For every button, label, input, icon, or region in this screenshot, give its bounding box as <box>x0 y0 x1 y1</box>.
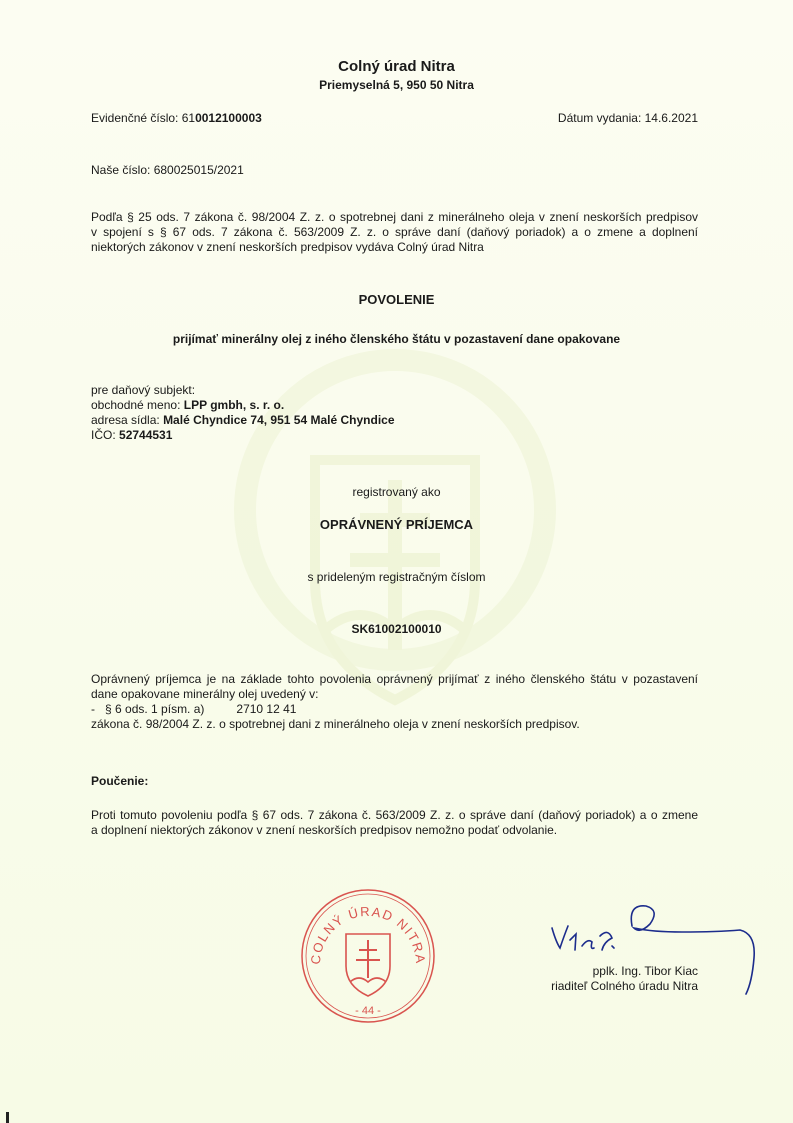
evidence-number <box>91 111 262 125</box>
intro-line: niektorých zákonov v znení neskorších predpisov vydáva Colný úrad Nitra <box>91 240 484 254</box>
signatory-name: pplk. Ing. Tibor Kiac <box>592 964 698 978</box>
stamp-number: - 44 - <box>355 1005 381 1017</box>
body-line: dane opakovane minerálny olej uvedený v: <box>91 687 319 701</box>
intro-paragraph <box>91 210 698 255</box>
subject-name-label: obchodné meno: <box>91 398 181 412</box>
subject-ico: 52744531 <box>119 428 173 442</box>
body-line: zákona č. 98/2004 Z. z. o spotrebnej dani z minerálneho oleja v znení neskorších predpisov. <box>91 717 580 731</box>
registration-number-text: s prideleným registračným číslom <box>307 570 486 584</box>
evidence-number-value: 0012100003 <box>195 111 262 125</box>
item-prefix: - <box>91 702 95 716</box>
scan-edge-mark <box>6 1112 9 1123</box>
office-name: Colný úrad Nitra <box>338 58 455 75</box>
body-item <box>91 702 698 717</box>
issue-date: Dátum vydania: 14.6.2021 <box>557 111 698 125</box>
official-stamp <box>298 886 438 1026</box>
stamp-text: COLNÝ ÚRAD NITRA <box>307 903 429 966</box>
subject-ico-label: IČO: <box>91 428 116 442</box>
subject-address: Malé Chyndice 74, 951 54 Malé Chyndice <box>163 413 395 427</box>
notice-paragraph <box>91 808 698 838</box>
office-address: Priemyselná 5, 950 50 Nitra <box>319 78 474 92</box>
signature-initials <box>552 926 614 950</box>
intro-line: v spojení s § 67 ods. 7 zákona č. 563/2009 Z. z. o správe daní (daňový poriadok) a o zmene a doplnení <box>91 225 698 239</box>
subject-address-label: adresa sídla: <box>91 413 160 427</box>
subject-intro: pre daňový subjekt: <box>91 383 196 397</box>
registered-as-text: registrovaný ako <box>352 485 441 499</box>
permit-subtitle: prijímať minerálny olej z iného členského štátu v pozastavení dane opakovane <box>172 332 621 346</box>
registration-number: SK61002100010 <box>351 622 442 636</box>
permit-title: POVOLENIE <box>358 292 435 307</box>
body-line: Oprávnený príjemca je na základe tohto povolenia oprávnený prijímať z iného členského štátu v pozastavení <box>91 672 698 686</box>
subject-address-row <box>91 413 395 428</box>
notice-line: a doplnení niektorých zákonov v znení neskorších predpisov nemožno podať odvolanie. <box>91 823 558 837</box>
notice-heading: Poučenie: <box>91 774 149 788</box>
evidence-number-label: Evidenčné číslo: 61 <box>91 111 196 125</box>
our-number: Naše číslo: 680025015/2021 <box>91 163 244 177</box>
notice-line: Proti tomuto povoleniu podľa § 67 ods. 7 zákona č. 563/2009 Z. z. o správe daní (daňový poriadok) a o zmene <box>91 808 698 822</box>
item-code: 2710 12 41 <box>236 702 297 716</box>
authorization-paragraph <box>91 672 698 732</box>
intro-line: Podľa § 25 ods. 7 zákona č. 98/2004 Z. z. o spotrebnej dani z minerálneho oleja v znení neskorších predpisov <box>91 210 698 224</box>
signatory-title: riaditeľ Colného úradu Nitra <box>551 979 698 993</box>
registered-role: OPRÁVNENÝ PRÍJEMCA <box>319 517 474 532</box>
subject-name: LPP gmbh, s. r. o. <box>183 398 285 412</box>
subject-ico-row <box>91 428 395 443</box>
subject-block <box>91 383 395 443</box>
subject-name-row <box>91 398 395 413</box>
item-reference: § 6 ods. 1 písm. a) <box>105 702 205 716</box>
